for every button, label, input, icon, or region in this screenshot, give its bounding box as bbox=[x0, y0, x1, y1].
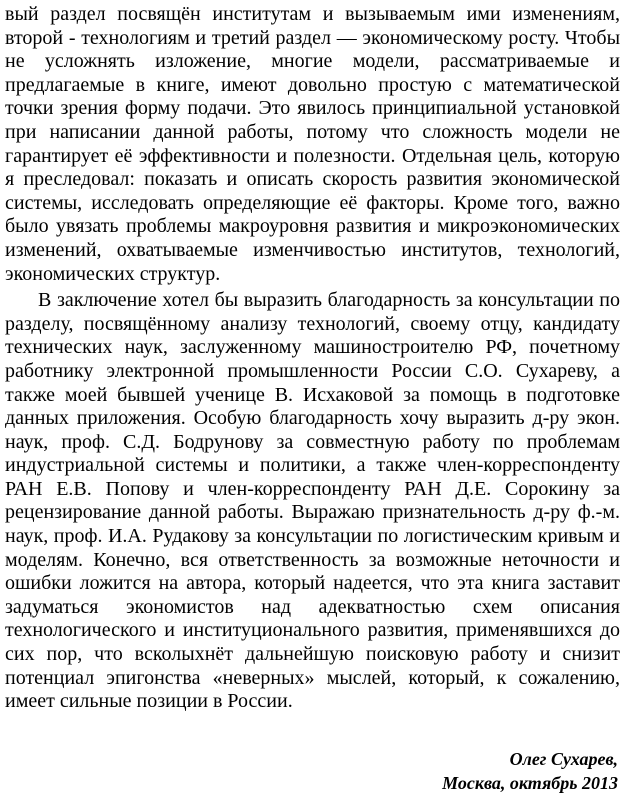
signature-place-date: Москва, октябрь 2013 bbox=[442, 773, 618, 793]
paragraph-continued: вый раздел посвящён институтам и вызываемым ими изменениям, второй - технологиям и третий раздел — экономическому росту. Чтобы не усложнять изложение, многие модели, рассматриваемые и предлагаемые в книге, имеют довольно простую с математической точки зрения форму подачи. Это явилось принципиальной установкой при написании данной работы, потому что сложность модели не гарантирует её эффективности и полезности. Отдельная цель, которую я преследовал: показать и описать скорость развития экономической системы, исследовать определяющие её факторы. Кроме того, важно было увязать проблемы макроуровня развития и микроэкономических изменений, охватываемые изменчивостью институтов, технологий, экономических структур. bbox=[5, 3, 620, 285]
paragraph-acknowledgements: В заключение хотел бы выразить благодарность за консультации по разделу, посвящённому анализу технологий, своему отцу, кандидату технических наук, заслуженному машиностроителю РФ, почетному работнику электронной промышленности России С.О. Сухареву, а также моей бывшей ученице В. Исхаковой за помощь в подготовке данных приложения. Особую благодарность хочу выразить д-ру экон. наук, проф. С.Д. Бодрунову за совместную работу по проблемам индустриальной системы и политики, а также член-корреспонденту РАН Е.В. Попову и член-корреспонденту РАН Д.Е. Сорокину за рецензирование данной работы. Выражаю признательность д-ру ф.-м. наук, проф. И.А. Рудакову за консультации по логистическим кривым и моделям. Конечно, вся ответственность за возможные неточности и ошибки ложится на автора, который надеется, что эта книга заставит задуматься экономистов над адекватностью схем описания технологического и институционального развития, применявшихся до сих пор, что всколыхнёт дальнейшую поисковую работу и снизит потенциал эпигонства «неверных» мыслей, который, к сожалению, имеет сильные позиции в России. bbox=[5, 289, 620, 713]
signature-author: Олег Сухарев, bbox=[509, 749, 618, 769]
signature-block bbox=[442, 747, 618, 795]
